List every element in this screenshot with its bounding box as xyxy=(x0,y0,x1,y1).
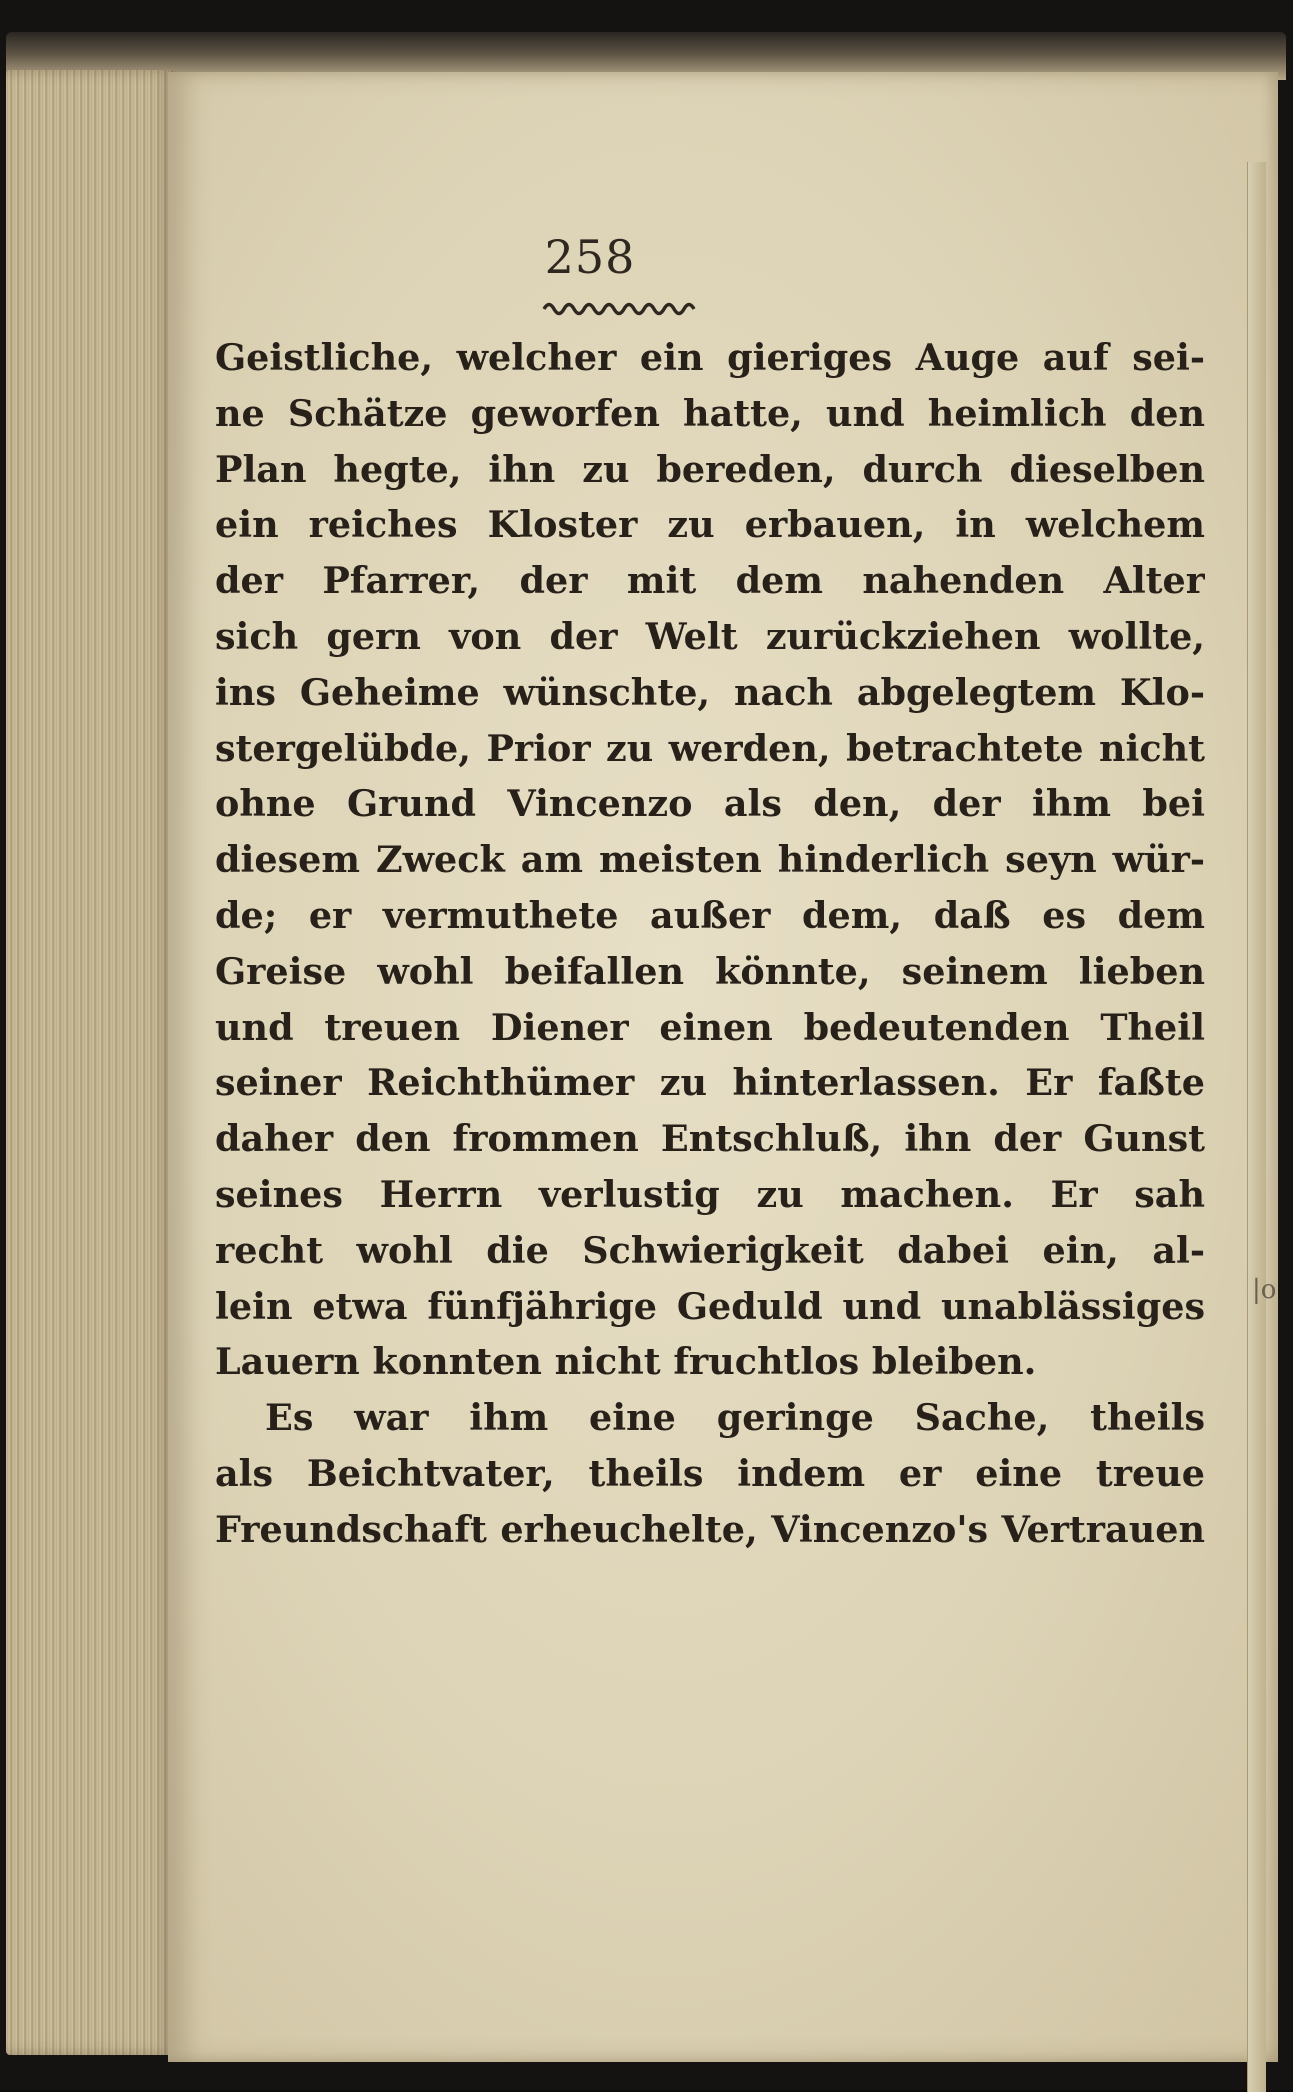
text-line: stergelübde, Prior zu werden, betrachtete nicht xyxy=(215,726,1205,770)
text-line: lein etwa fünfjährige Geduld und unablässiges xyxy=(215,1284,1205,1328)
text-line: Lauern konnten nicht fruchtlos bleiben. xyxy=(215,1340,1037,1384)
text-line: de; er vermuthete außer dem, daß es dem xyxy=(215,893,1205,937)
text-line: seines Herrn verlustig zu machen. Er sah xyxy=(215,1172,1205,1216)
text-line: ein reiches Kloster zu erbauen, in welchem xyxy=(215,503,1205,547)
text-line: der Pfarrer, der mit dem nahenden Alter xyxy=(215,559,1205,603)
page-number: 258 xyxy=(544,230,636,284)
text-line: ohne Grund Vincenzo als den, der ihm bei xyxy=(215,782,1205,826)
text-line: seiner Reichthümer zu hinterlassen. Er faßte xyxy=(215,1061,1205,1105)
text-line: diesem Zweck am meisten hinderlich seyn wür- xyxy=(215,838,1205,882)
text-line: Freundschaft erheuchelte, Vincenzo's Vertrauen xyxy=(215,1507,1205,1551)
text-line: Greise wohl beifallen könnte, seinem lieben xyxy=(215,949,1205,993)
wavy-ornament-icon xyxy=(540,298,700,320)
text-line: ne Schätze geworfen hatte, und heimlich den xyxy=(215,391,1205,435)
page-right-edge xyxy=(1247,162,1266,2092)
text-line: daher den frommen Entschluß, ihn der Gunst xyxy=(215,1117,1205,1161)
text-line: sich gern von der Welt zurückziehen wollte, xyxy=(215,614,1205,658)
text-line: als Beichtvater, theils indem er eine treue xyxy=(215,1451,1205,1495)
text-line: Plan hegte, ihn zu bereden, durch dieselben xyxy=(215,447,1205,491)
text-line: recht wohl die Schwierigkeit dabei ein, al- xyxy=(215,1228,1205,1272)
text-line: und treuen Diener einen bedeutenden Theil xyxy=(215,1005,1205,1049)
text-line: Geistliche, welcher ein gieriges Auge auf sei- xyxy=(215,336,1205,379)
page-edges-stack xyxy=(6,70,176,2055)
body-text xyxy=(215,330,1205,1558)
text-line: Es war ihm eine geringe Sache, theils xyxy=(265,1396,1205,1440)
margin-mark: |o xyxy=(1252,1275,1277,1305)
text-line: ins Geheime wünschte, nach abgelegtem Klo- xyxy=(215,670,1205,714)
